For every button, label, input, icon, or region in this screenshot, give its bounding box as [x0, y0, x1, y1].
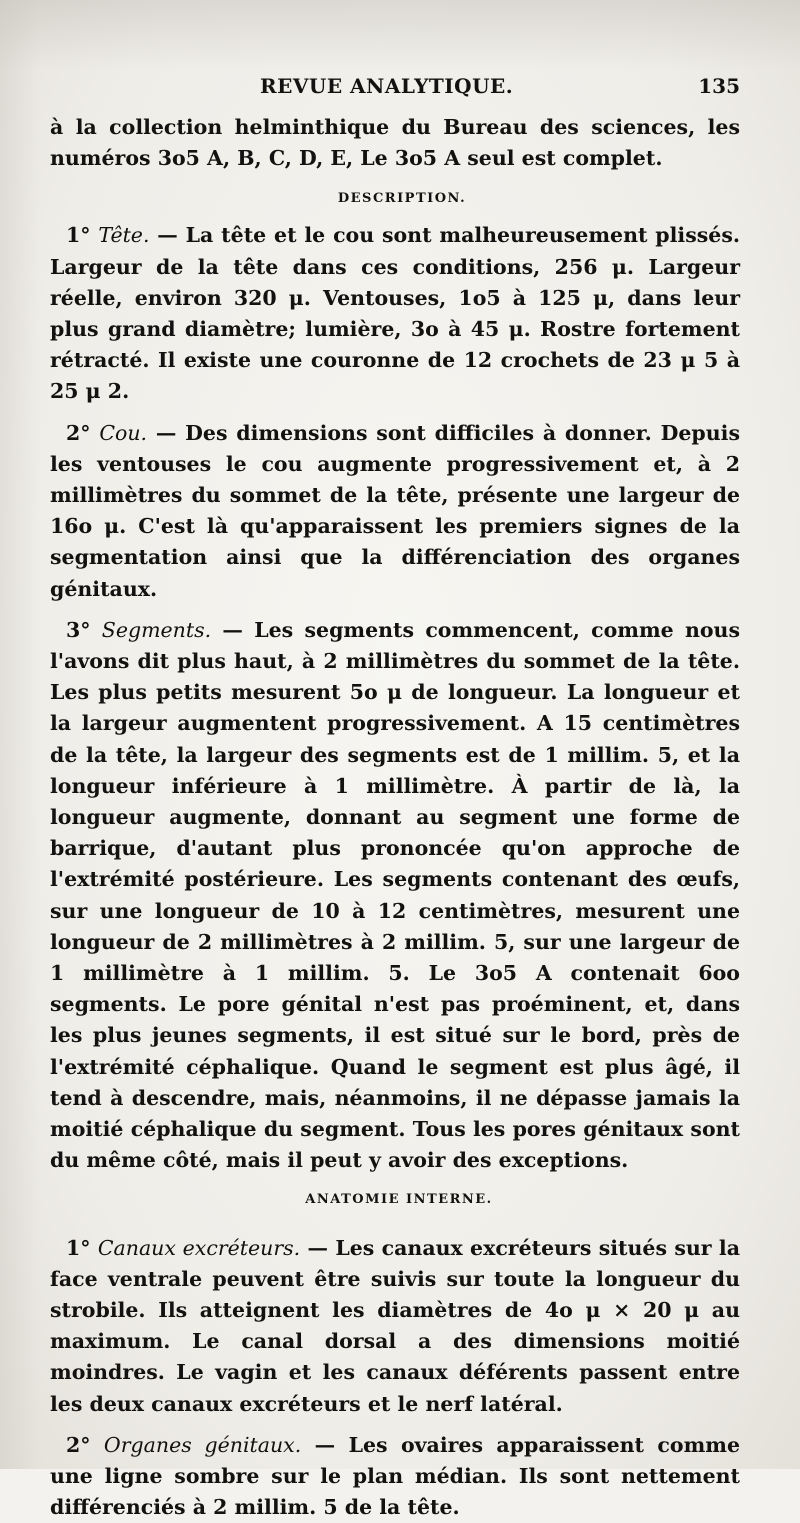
item-title: Tête.: [98, 223, 150, 248]
page-top-shading: [0, 0, 800, 70]
section-heading-description: DESCRIPTION.: [337, 191, 467, 207]
item-number: 1°: [66, 1235, 91, 1260]
item-text: — Des dimensions sont difficiles à donner. Depuis les ventouses le cou augmente progressivement et, à 2 millimètres du sommet de la tête, présente une largeur de 16o μ. C'est là qu'apparaissent les premiers signes de la segmentation ainsi que la différenciation des organes génitaux.: [50, 420, 741, 601]
page-left-shading: [0, 0, 40, 1469]
item-text: — Les canaux excréteurs situés sur la face ventrale peuvent être suivis sur toute la longueur du strobile. Ils atteignent les diamètres de 4o μ × 20 μ au maximum. Le canal dorsal a des dimensions moitié moindres. Le vagin et les canaux déférents passent entre les deux canaux excréteurs et le nerf latéral.: [50, 1235, 740, 1416]
paragraph-segments: [50, 615, 740, 1177]
item-title: Cou.: [99, 420, 148, 445]
item-text: — La tête et le cou sont malheureusement plissés. Largeur de la tête dans ces conditions, 256 μ. Largeur réelle, environ 320 μ. Ventouses, 1o5 à 125 μ, dans leur plus grand diamètre; lumière, 3o à 45 μ. Rostre fortement rétracté. Il existe une couronne de 12 crochets de 23 μ 5 à 25 μ 2.: [50, 223, 740, 404]
paragraph-organes: [50, 1430, 740, 1523]
page-body: [50, 112, 740, 1523]
item-number: 2°: [66, 420, 91, 445]
page-number: 135: [698, 74, 740, 98]
item-title: Segments.: [101, 617, 212, 642]
page-header: [48, 72, 740, 106]
intro-paragraph: à la collection helminthique du Bureau des sciences, les numéros 3o5 A, B, C, D, E, Le 3o5 A seul est complet.: [50, 115, 740, 171]
section-heading-anatomie: ANATOMIE INTERNE.: [305, 1191, 493, 1207]
paragraph-canaux: [50, 1233, 740, 1420]
item-text: — Les ovaires apparaissent comme une ligne sombre sur le plan médian. Ils sont nettement différenciés à 2 millim. 5 de la tête.: [50, 1432, 740, 1520]
item-title: Canaux excréteurs.: [97, 1235, 301, 1260]
item-title: Organes génitaux.: [103, 1432, 302, 1457]
paragraph-cou: [50, 418, 740, 605]
item-text: — Les segments commencent, comme nous l'avons dit plus haut, à 2 millimètres du sommet de la tête. Les plus petits mesurent 5o μ de longueur. La longueur et la largeur augmentent progressivement. A 15 centimètres de la tête, la largeur des segments est de 1 millim. 5, et la longueur inférieure à 1 millimètre. À partir de là, la longueur augmente, donnant au segment une forme de barrique, d'autant plus prononcée qu'on approche de l'extrémité postérieure. Les segments contenant des œufs, sur une longueur de 10 à 12 centimètres, mesurent une longueur de 2 millimètres à 2 millim. 5, sur une largeur de 1 millimètre à 1 millim. 5. Le 3o5 A contenait 6oo segments. Le pore génital n'est pas proéminent, et, dans les plus jeunes segments, il est situé sur le bord, près de l'extrémité céphalique. Quand le segment est plus âgé, il tend à descendre, mais, néanmoins, il ne dépasse jamais la moitié céphalique du segment. Tous les pores génitaux sont du même côté, mais il peut y avoir des exceptions.: [50, 617, 740, 1173]
paragraph-tete: [50, 220, 740, 407]
item-number: 1°: [66, 223, 91, 248]
item-number: 2°: [66, 1432, 91, 1457]
item-number: 3°: [66, 617, 91, 642]
running-head: REVUE ANALYTIQUE.: [260, 74, 514, 98]
